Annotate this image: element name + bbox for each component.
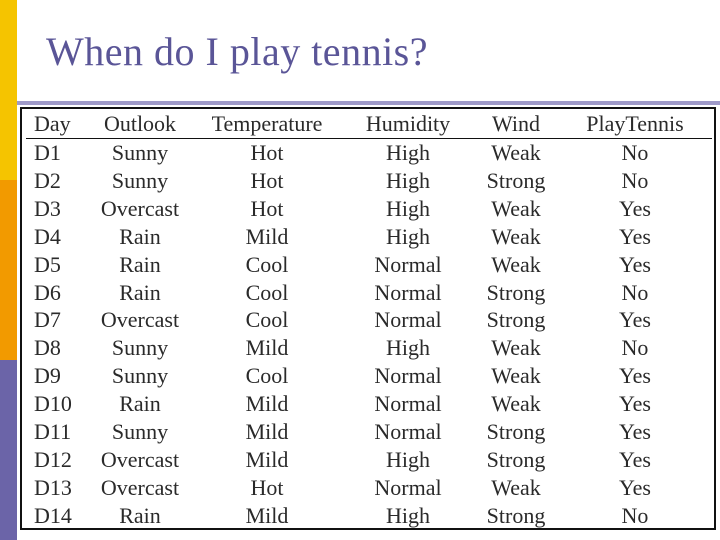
cell-playtennis: Yes [618, 391, 651, 417]
table-row [26, 502, 712, 530]
cell-humidity: High [386, 167, 430, 193]
cell-day: D1 [34, 140, 61, 165]
cell-outlook: Overcast [100, 195, 180, 221]
cell-playtennis: Yes [618, 195, 651, 221]
accent-bar-orange [0, 180, 17, 360]
cell-humidity: Normal [374, 251, 442, 277]
cell-wind: Strong [486, 502, 546, 528]
cell-humidity: Normal [374, 391, 442, 417]
table-row [26, 418, 712, 446]
cell-playtennis: No [621, 502, 649, 528]
accent-bar-purple [0, 360, 17, 540]
cell-temperature: Mild [245, 419, 289, 445]
cell-temperature: Cool [245, 251, 289, 277]
cell-day: D6 [34, 279, 61, 305]
column-header-wind: Wind [474, 110, 558, 139]
column-header-temperature: Temperature [192, 110, 342, 139]
cell-humidity: High [386, 502, 430, 528]
cell-temperature: Cool [245, 279, 289, 305]
cell-day: D4 [34, 223, 61, 249]
column-header-playtennis: PlayTennis [558, 110, 712, 139]
title-divider [17, 101, 720, 105]
cell-wind: Strong [486, 167, 546, 193]
cell-day: D8 [34, 335, 61, 361]
cell-wind: Weak [491, 335, 541, 361]
cell-humidity: Normal [374, 474, 442, 500]
cell-wind: Weak [491, 140, 541, 165]
cell-humidity: High [386, 140, 430, 165]
cell-playtennis: No [621, 167, 649, 193]
cell-playtennis: Yes [618, 307, 651, 333]
cell-wind: Weak [491, 223, 541, 249]
cell-humidity: Normal [374, 363, 442, 389]
cell-outlook: Sunny [111, 167, 169, 193]
cell-wind: Weak [491, 195, 541, 221]
table-row [26, 474, 712, 502]
cell-wind: Weak [491, 391, 541, 417]
cell-playtennis: No [621, 140, 649, 165]
cell-temperature: Mild [245, 335, 289, 361]
cell-outlook: Overcast [100, 307, 180, 333]
cell-outlook: Overcast [100, 446, 180, 472]
tennis-table-frame [20, 107, 716, 530]
cell-playtennis: Yes [618, 223, 651, 249]
table-row [26, 279, 712, 307]
cell-outlook: Sunny [111, 419, 169, 445]
table-row [26, 223, 712, 251]
cell-outlook: Rain [119, 279, 161, 305]
cell-temperature: Mild [245, 502, 289, 528]
column-header-outlook: Outlook [88, 110, 192, 139]
cell-humidity: High [386, 446, 430, 472]
cell-playtennis: No [621, 335, 649, 361]
cell-wind: Strong [486, 307, 546, 333]
cell-temperature: Mild [245, 446, 289, 472]
cell-temperature: Mild [245, 223, 289, 249]
table-row [26, 334, 712, 362]
cell-outlook: Overcast [100, 474, 180, 500]
cell-outlook: Sunny [111, 363, 169, 389]
cell-wind: Strong [486, 419, 546, 445]
cell-outlook: Sunny [111, 140, 169, 165]
cell-day: D2 [34, 167, 61, 193]
cell-playtennis: No [621, 279, 649, 305]
cell-outlook: Sunny [111, 335, 169, 361]
cell-day: D13 [34, 474, 72, 500]
cell-playtennis: Yes [618, 251, 651, 277]
cell-day: D5 [34, 251, 61, 277]
cell-wind: Strong [486, 279, 546, 305]
column-header-humidity: Humidity [342, 110, 474, 139]
table-row [26, 390, 712, 418]
table-row [26, 362, 712, 390]
cell-temperature: Hot [250, 195, 284, 221]
cell-temperature: Hot [250, 140, 284, 165]
cell-outlook: Rain [119, 251, 161, 277]
tennis-data-table [26, 110, 712, 530]
table-header-row [26, 110, 712, 139]
table-row [26, 446, 712, 474]
cell-temperature: Cool [245, 363, 289, 389]
cell-playtennis: Yes [618, 419, 651, 445]
cell-playtennis: Yes [618, 363, 651, 389]
cell-outlook: Rain [119, 502, 161, 528]
table-row [26, 139, 712, 167]
cell-humidity: High [386, 223, 430, 249]
cell-temperature: Hot [250, 474, 284, 500]
table-body [26, 139, 712, 530]
cell-day: D3 [34, 195, 61, 221]
table-row [26, 251, 712, 279]
cell-outlook: Rain [119, 391, 161, 417]
cell-day: D9 [34, 363, 61, 389]
column-header-day: Day [26, 110, 88, 139]
cell-playtennis: Yes [618, 446, 651, 472]
cell-temperature: Mild [245, 391, 289, 417]
cell-day: D11 [34, 419, 72, 445]
table-row [26, 167, 712, 195]
cell-day: D10 [34, 391, 72, 417]
cell-temperature: Cool [245, 307, 289, 333]
cell-humidity: High [386, 195, 430, 221]
cell-humidity: High [386, 335, 430, 361]
cell-humidity: Normal [374, 279, 442, 305]
table-row [26, 195, 712, 223]
cell-day: D7 [34, 307, 61, 333]
cell-day: D14 [34, 502, 72, 528]
cell-humidity: Normal [374, 307, 442, 333]
cell-day: D12 [34, 446, 72, 472]
cell-playtennis: Yes [618, 474, 651, 500]
cell-wind: Weak [491, 363, 541, 389]
cell-wind: Weak [491, 474, 541, 500]
cell-temperature: Hot [250, 167, 284, 193]
cell-humidity: Normal [374, 419, 442, 445]
cell-wind: Strong [486, 446, 546, 472]
cell-outlook: Rain [119, 223, 161, 249]
cell-wind: Weak [491, 251, 541, 277]
table-row [26, 306, 712, 334]
accent-bar-yellow [0, 0, 17, 180]
slide-title: When do I play tennis? [46, 29, 428, 74]
